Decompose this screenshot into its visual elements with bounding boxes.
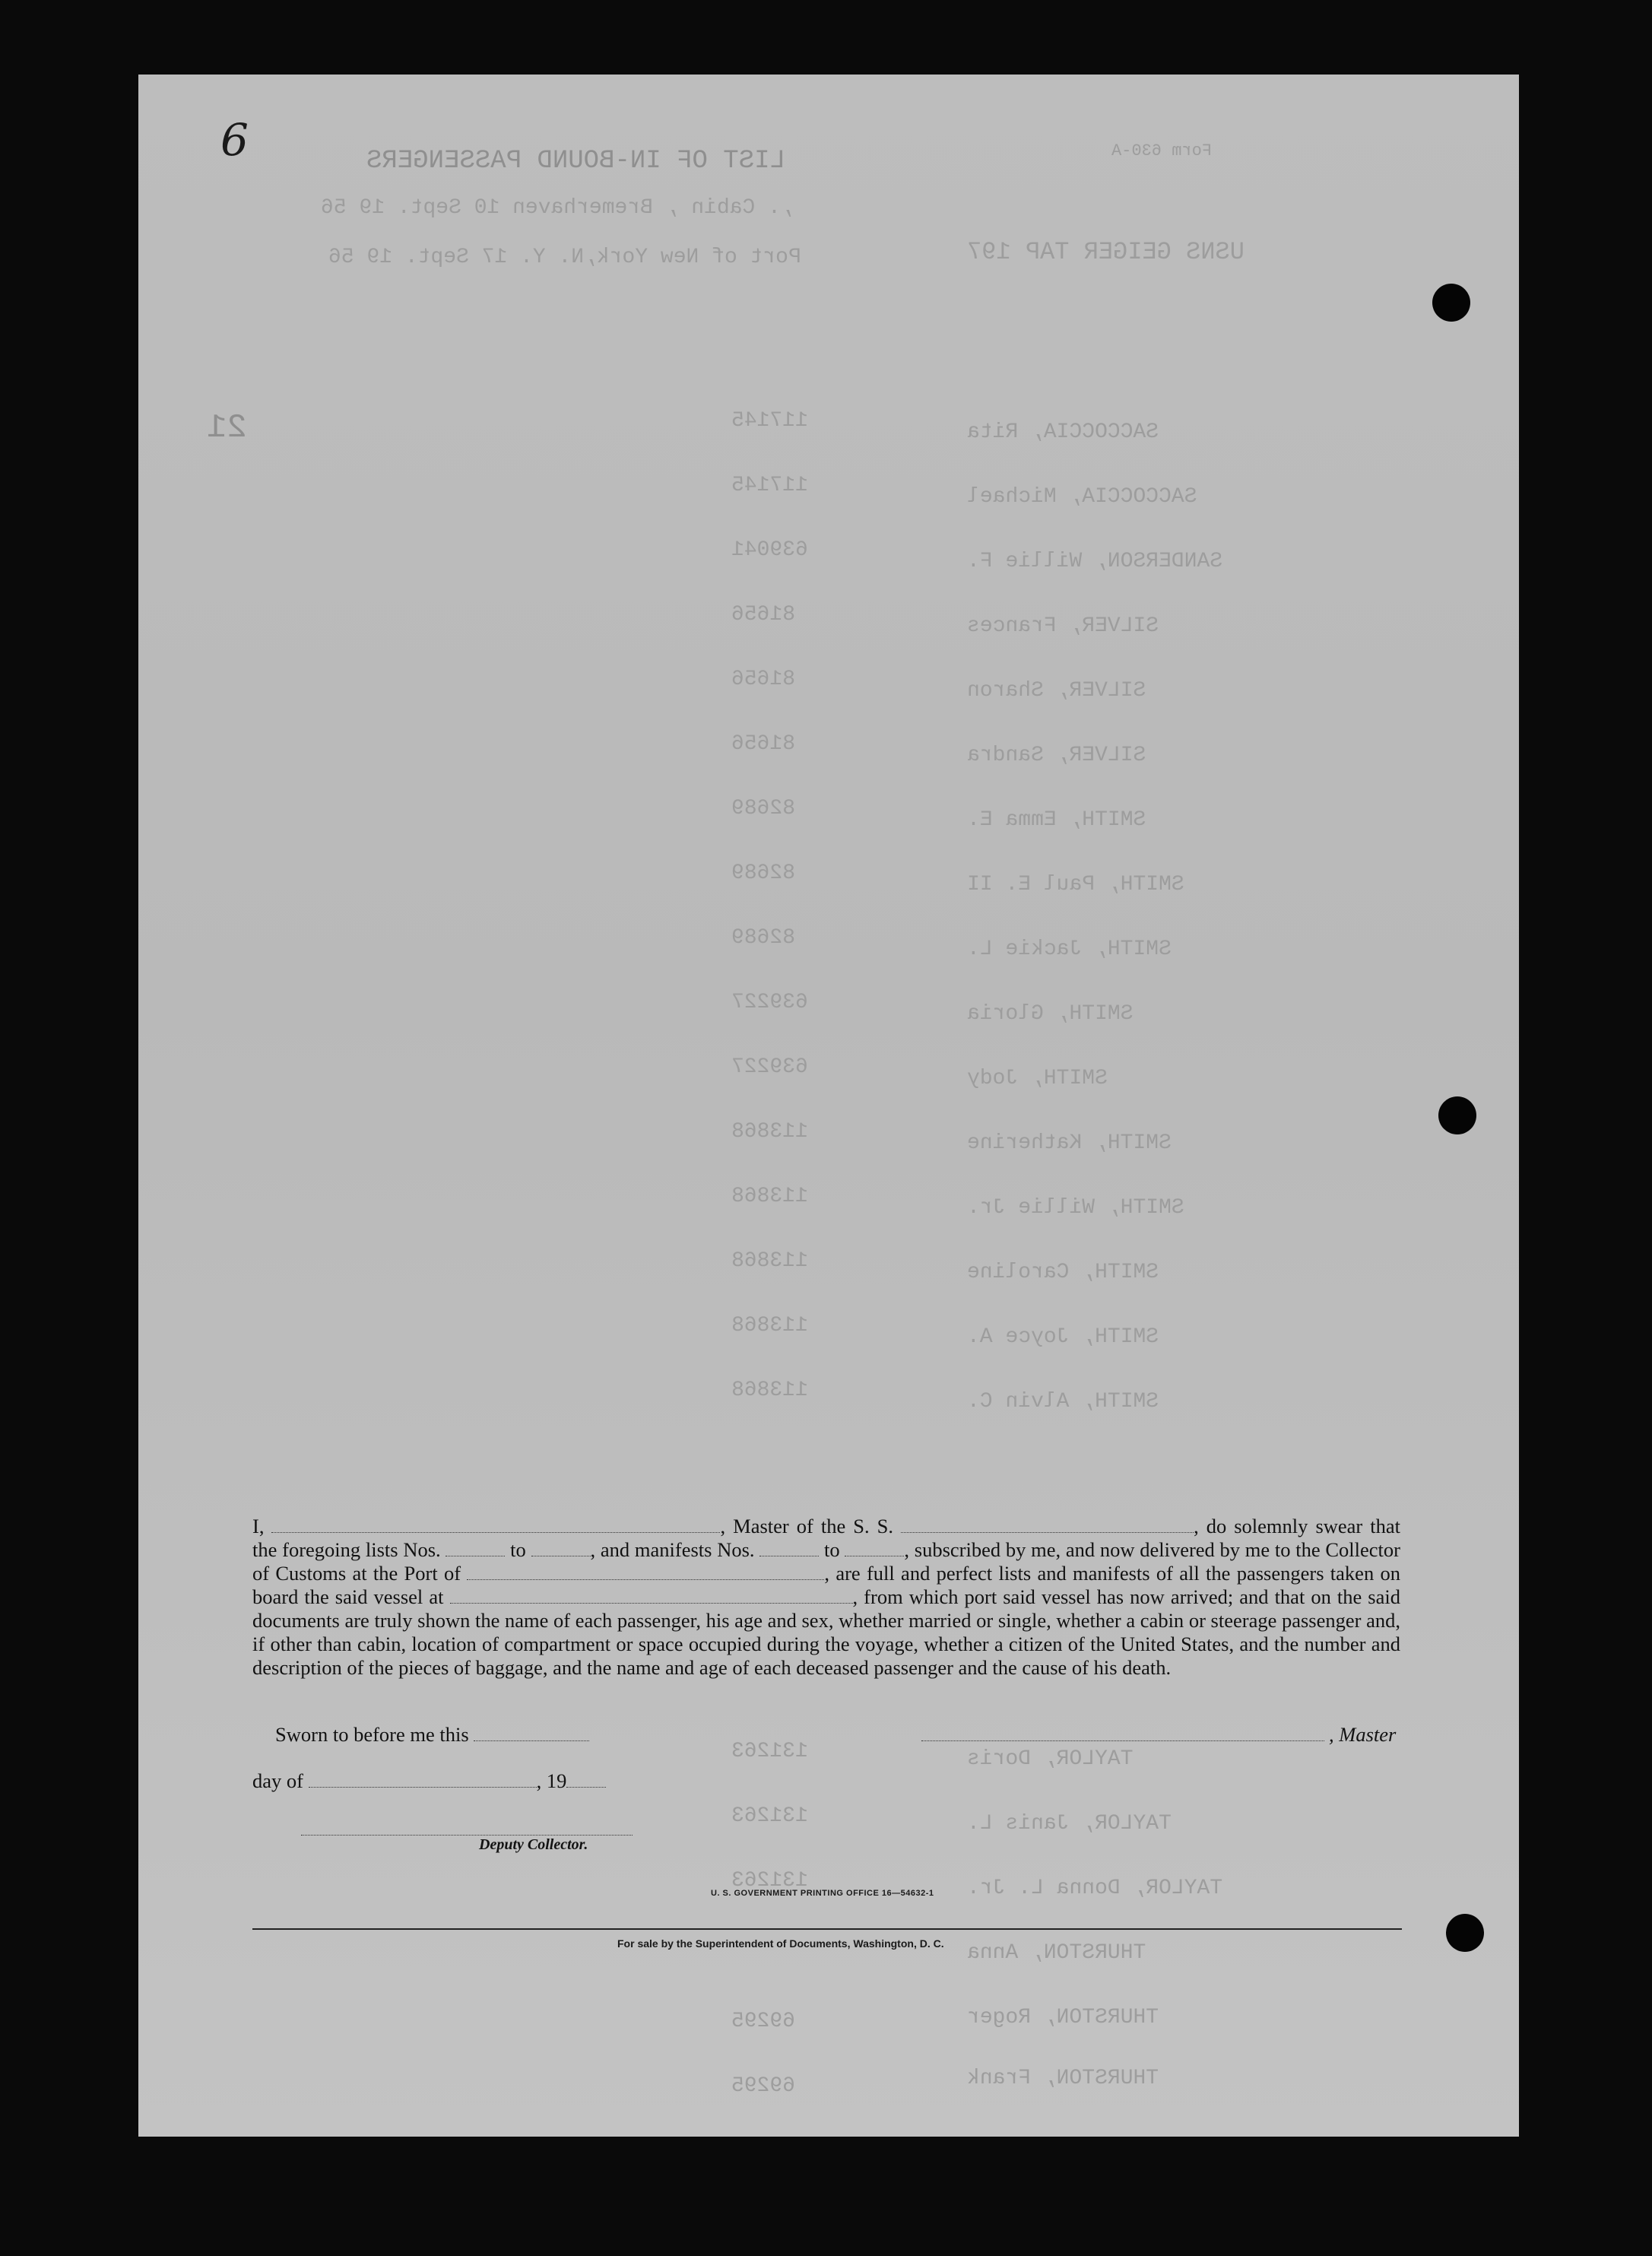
deputy-signature-blank[interactable] xyxy=(301,1820,633,1836)
bleed-num: 81656 xyxy=(731,603,796,627)
oath-text: , and manifests Nos. xyxy=(590,1538,760,1561)
master-oath-paragraph xyxy=(252,1515,1400,1680)
bleed-through-ship-name: USNS GEIGER TAP 197 xyxy=(967,238,1245,266)
oath-text: , subscribed by me, and now delivered by me to the Collector of Customs at the Port of xyxy=(252,1538,1400,1585)
bleed-num: 82689 xyxy=(731,926,796,950)
port-of-departure-blank[interactable] xyxy=(450,1588,853,1604)
oath-text: , are full and perfect lists and manifests of all the passengers taken on board the said vessel at xyxy=(252,1562,1400,1608)
sworn-label: Sworn to before me this xyxy=(275,1723,469,1746)
sworn-day-blank[interactable] xyxy=(474,1725,589,1741)
bleed-row: SMITH, Paul E. II xyxy=(967,873,1184,896)
bleed-row: SILVER, Sandra xyxy=(967,744,1146,767)
bleed-form-note: Form 630-A xyxy=(1111,141,1213,160)
list-from-blank[interactable] xyxy=(446,1540,505,1556)
bleed-num: 82689 xyxy=(731,861,796,885)
ship-name-blank[interactable] xyxy=(901,1517,1194,1533)
oath-text: to xyxy=(819,1538,845,1561)
manifest-to-blank[interactable] xyxy=(845,1540,904,1556)
oath-text: , do solemnly swear that the foregoing lists Nos. xyxy=(252,1515,1401,1561)
bleed-num: 113868 xyxy=(731,1120,808,1144)
bleed-through-vessel-line: ,. Cabin , Bremerhaven 10 Sept. 19 56 xyxy=(321,196,794,220)
bleed-num: 113868 xyxy=(731,1185,808,1208)
bleed-num: 131263 xyxy=(731,1869,808,1893)
port-of-arrival-blank[interactable] xyxy=(467,1564,824,1580)
year-blank[interactable] xyxy=(566,1772,606,1788)
bleed-num: 639041 xyxy=(731,538,808,562)
bleed-num: 639227 xyxy=(731,991,808,1014)
bleed-row: THURSTON, Roger xyxy=(967,2006,1159,2029)
bleed-row: TAYLOR, Donna L. Jr. xyxy=(967,1877,1223,1900)
bleed-page-no: 21 xyxy=(207,409,247,447)
bleed-num: 69295 xyxy=(731,2010,796,2033)
footer-rule xyxy=(252,1928,1402,1930)
bleed-row: SMITH, Willie Jr. xyxy=(967,1196,1184,1220)
bleed-through-header: LIST OF IN-BOUND PASSENGERS xyxy=(366,147,785,176)
list-to-blank[interactable] xyxy=(531,1540,591,1556)
bleed-num: 113868 xyxy=(731,1379,808,1402)
bleed-num: 81656 xyxy=(731,732,796,756)
punch-hole xyxy=(1446,1914,1484,1952)
master-name-blank[interactable] xyxy=(271,1517,720,1533)
manifest-from-blank[interactable] xyxy=(759,1540,819,1556)
bleed-row: SACCOCCIA, Michael xyxy=(967,485,1197,509)
punch-hole xyxy=(1432,284,1470,322)
bleed-row: TAYLOR, Janis L. xyxy=(967,1812,1172,1836)
deputy-collector-label: Deputy Collector. xyxy=(479,1836,588,1853)
day-of-line xyxy=(252,1769,606,1793)
bleed-num: 82689 xyxy=(731,797,796,820)
bleed-row: THURSTON, Frank xyxy=(967,2067,1159,2090)
month-blank[interactable] xyxy=(309,1772,537,1788)
for-sale-notice: For sale by the Superintendent of Documents, Washington, D. C. xyxy=(617,1937,944,1950)
day-of-label: day of xyxy=(252,1769,303,1792)
bleed-num: 131263 xyxy=(731,1804,808,1828)
handwritten-page-number: 6 xyxy=(220,114,249,166)
bleed-num: 69295 xyxy=(731,2074,796,2098)
bleed-row: SACCOCCIA, Rita xyxy=(967,420,1159,444)
bleed-num: 117145 xyxy=(731,409,808,433)
bleed-row: SMITH, Katherine xyxy=(967,1131,1172,1155)
printing-office-imprint: U. S. GOVERNMENT PRINTING OFFICE 16—54632-1 xyxy=(711,1889,934,1898)
bleed-through-arrival-line: Port of New York,N. Y. 17 Sept. 19 56 xyxy=(328,246,801,269)
bleed-num: 113868 xyxy=(731,1249,808,1273)
bleed-num: 639227 xyxy=(731,1055,808,1079)
bleed-num: 131263 xyxy=(731,1740,808,1763)
master-signature-blank[interactable] xyxy=(921,1725,1324,1741)
oath-text: , Master of the S. S. xyxy=(720,1515,902,1537)
oath-text: I, xyxy=(252,1515,272,1537)
bleed-row: TAYLOR, Doris xyxy=(967,1747,1134,1771)
bleed-num: 81656 xyxy=(731,668,796,691)
year-label: , 19 xyxy=(536,1769,567,1792)
bleed-row: SANDERSON, Willie F. xyxy=(967,550,1223,573)
bleed-row: SILVER, Frances xyxy=(967,614,1159,638)
bleed-row: SMITH, Joyce A. xyxy=(967,1325,1159,1349)
master-label: , Master xyxy=(1329,1723,1397,1746)
bleed-row: SMITH, Alvin C. xyxy=(967,1390,1159,1414)
bleed-num: 113868 xyxy=(731,1314,808,1337)
bleed-row: SMITH, Emma E. xyxy=(967,808,1146,832)
bleed-row: SMITH, Jackie L. xyxy=(967,938,1172,961)
oath-text: to xyxy=(505,1538,531,1561)
master-signature-line xyxy=(921,1723,1324,1747)
bleed-row: SMITH, Caroline xyxy=(967,1261,1159,1284)
bleed-row: SILVER, Sharon xyxy=(967,679,1146,703)
oath-text: , from which port said vessel has now arrived; and that on the said documents are truly shown the name of each passenger, his age and sex, whether married or single, whether a cabin or steerage passenger and, if other than cabin, location of compartment or space occupied during the voyage, whether a citizen of the United States, and the number and description of the pieces of baggage, and the name and age of each deceased passenger and the cause of his death. xyxy=(252,1585,1400,1679)
bleed-num: 117145 xyxy=(731,474,808,497)
bleed-row: SMITH, Jody xyxy=(967,1067,1108,1090)
sworn-line xyxy=(275,1723,589,1747)
punch-hole xyxy=(1438,1096,1476,1134)
bleed-row: SMITH, Gloria xyxy=(967,1002,1134,1026)
bleed-row: THURSTON, Anna xyxy=(967,1941,1146,1965)
